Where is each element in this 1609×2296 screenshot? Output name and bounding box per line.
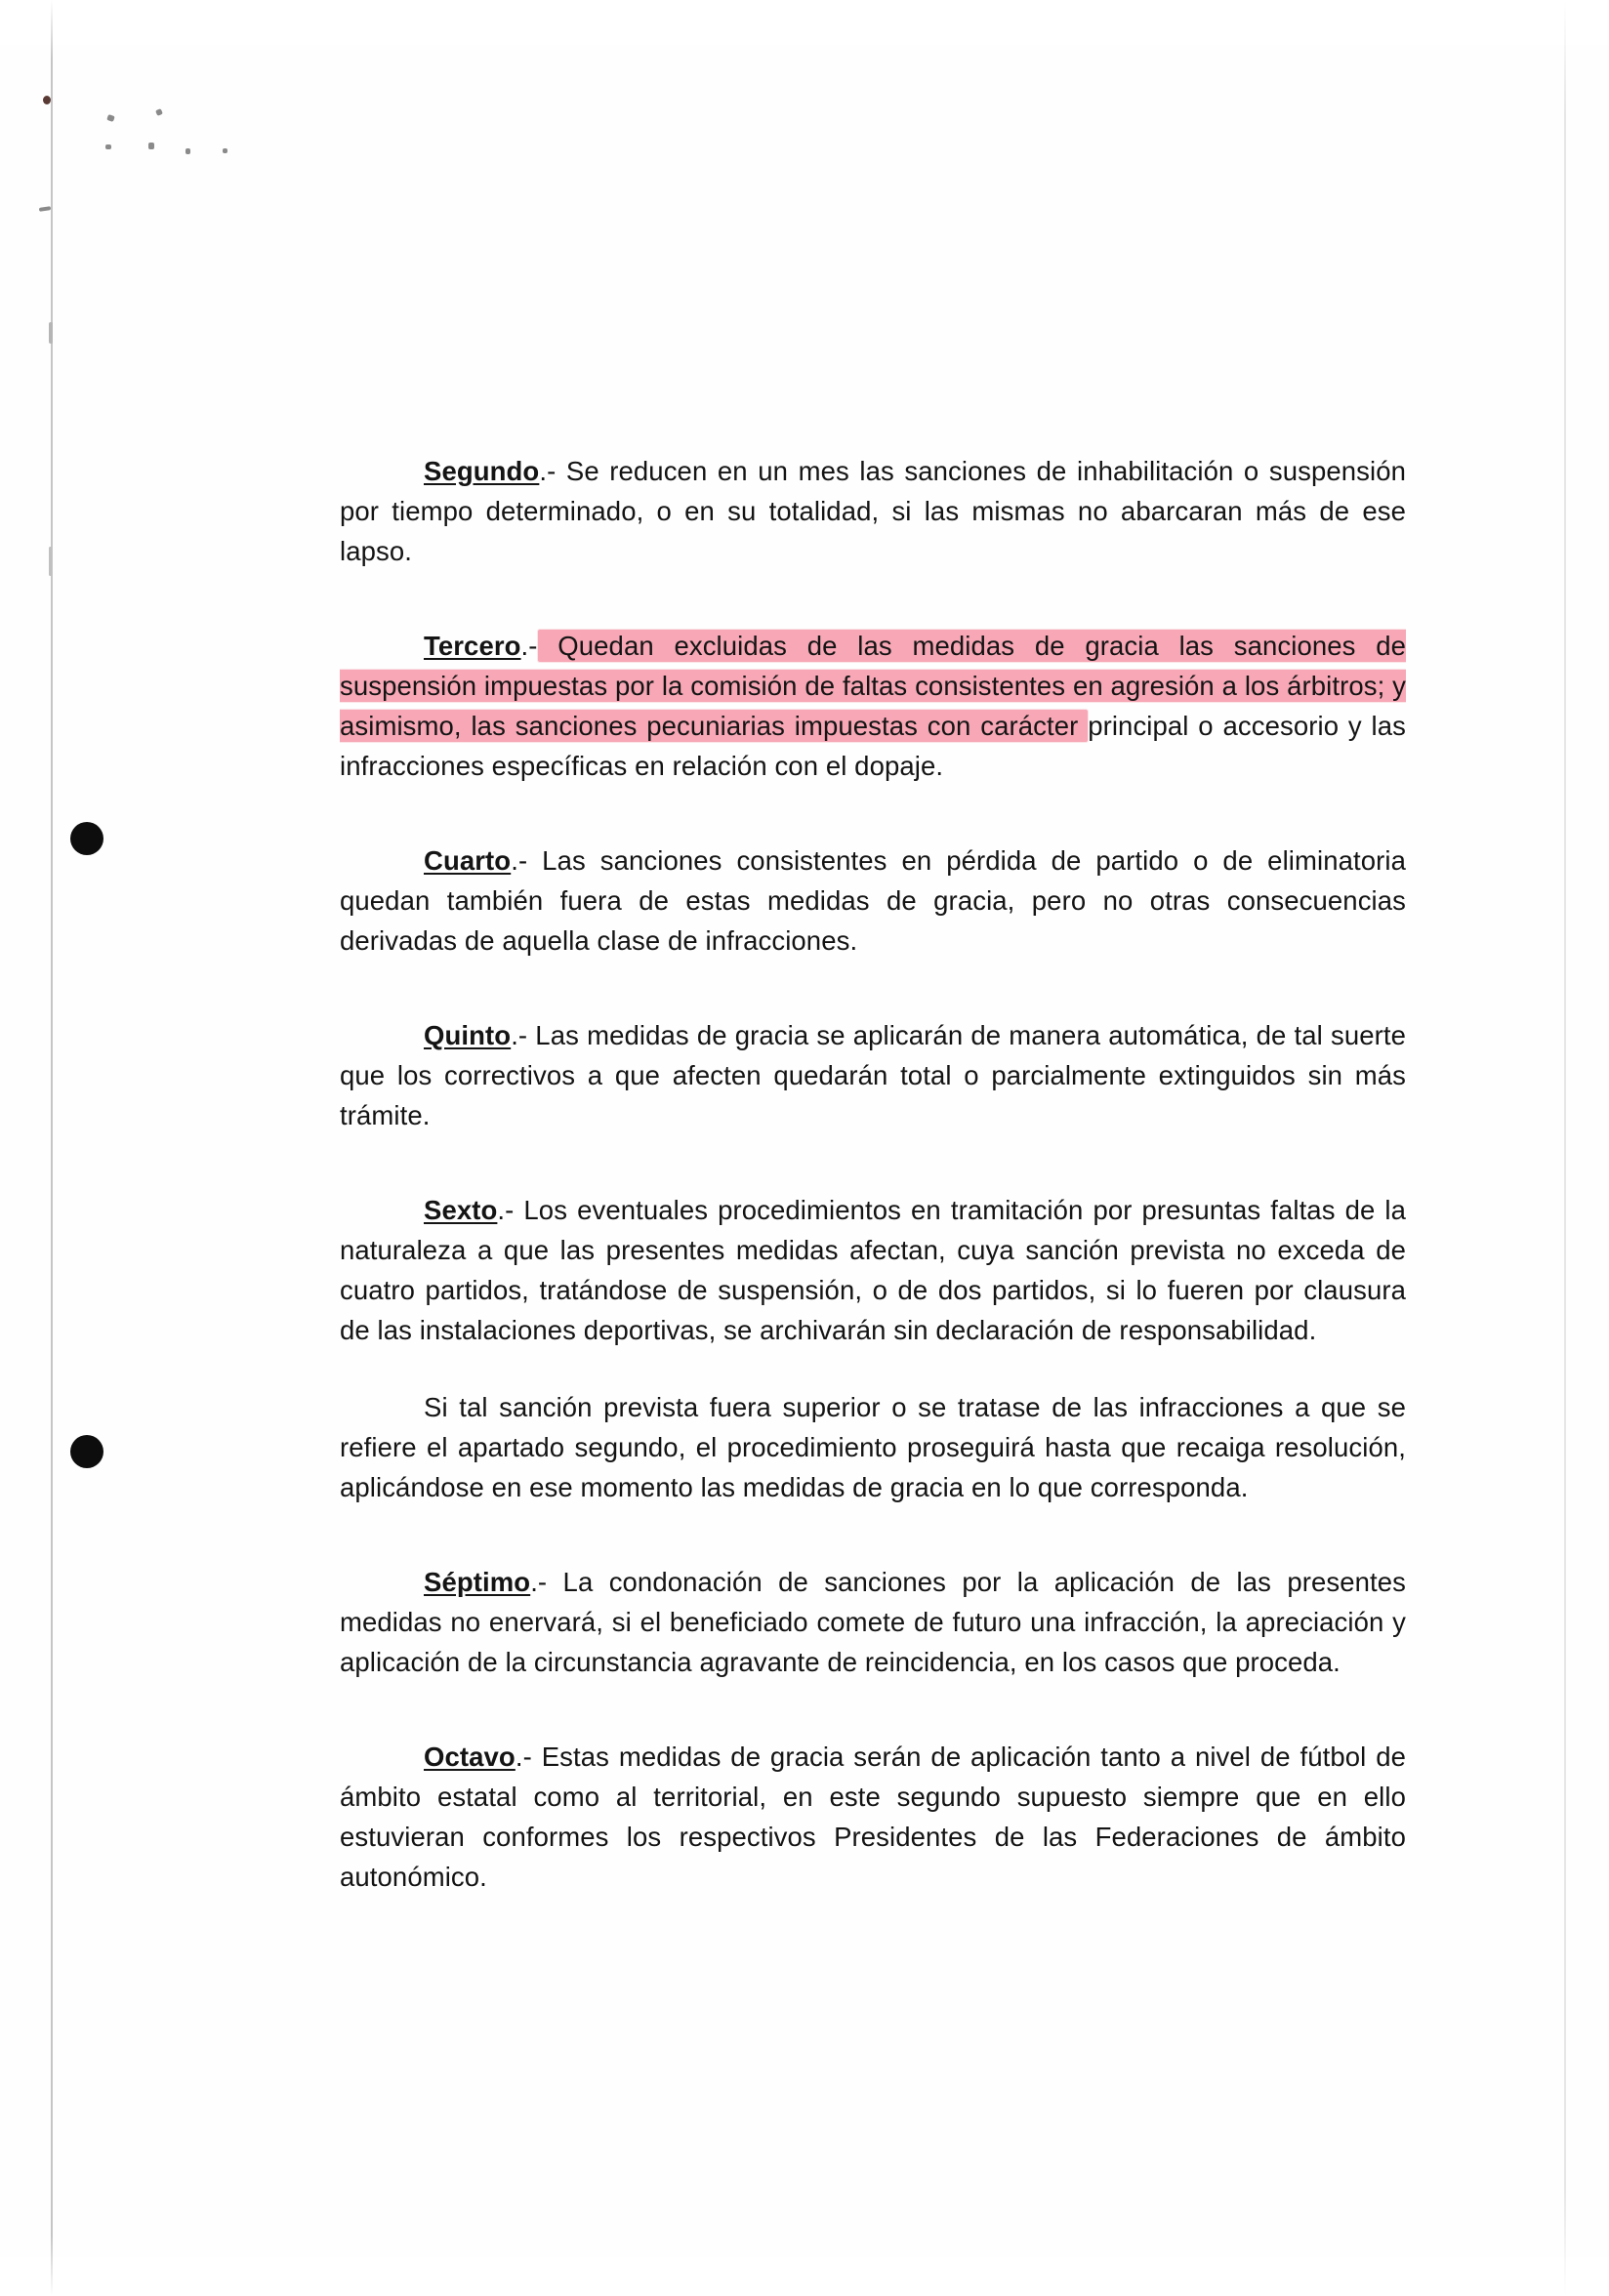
paragraph-quinto <box>340 1015 1406 1135</box>
paragraph-lead-septimo: Séptimo <box>424 1567 531 1597</box>
paragraph-lead-octavo: Octavo <box>424 1742 516 1772</box>
page-edge-right <box>1564 0 1566 2296</box>
paragraph-segundo <box>340 451 1406 571</box>
scan-speck <box>148 143 154 149</box>
punch-hole <box>70 1435 103 1468</box>
scan-speck <box>155 108 163 116</box>
paragraph-text-cuarto: Las sanciones consistentes en pérdida de partido o de eliminatoria quedan también fuera de estas medidas de gracia, pero no otras consecuencias derivadas de aquella clase de infracciones. <box>340 845 1406 956</box>
paragraph-lead-sexto: Sexto <box>424 1195 498 1225</box>
paragraph-cuarto <box>340 840 1406 961</box>
paragraph-separator: .- <box>511 845 528 876</box>
paragraph-text-sexto-continuacion: Si tal sanción prevista fuera superior o se tratase de las infracciones a que se refiere el apartado segundo, el procedimiento proseguirá hasta que recaiga resolución, aplicándose en ese momento las medidas de gracia en lo que corresponda. <box>340 1392 1406 1502</box>
paragraph-sexto-continuacion <box>340 1387 1406 1507</box>
paragraph-text-segundo: Se reducen en un mes las sanciones de inhabilitación o suspensión por tiempo determinado, o en su totalidad, si las mismas no abarcaran más de ese lapso. <box>340 456 1406 566</box>
paragraph-separator: .- <box>530 1567 548 1597</box>
paragraph-separator: .- <box>539 456 557 486</box>
punch-hole <box>70 822 103 855</box>
paragraph-separator: .- <box>520 631 538 661</box>
scan-speck <box>43 96 51 104</box>
paragraph-separator: .- <box>511 1020 528 1050</box>
scan-speck <box>106 114 115 122</box>
scan-speck <box>49 547 52 576</box>
paragraph-lead-quinto: Quinto <box>424 1020 512 1050</box>
paragraph-text-quinto: Las medidas de gracia se aplicarán de manera automática, de tal suerte que los correctivos a que afecten quedarán total o parcialmente extinguidos sin más trámite. <box>340 1020 1406 1130</box>
scan-speck <box>105 144 111 149</box>
scan-speck <box>223 148 227 153</box>
paragraph-lead-tercero: Tercero <box>424 631 521 661</box>
paragraph-text-tercero-tail: principal o accesorio y las infracciones específicas en relación con el dopaje. <box>340 711 1406 781</box>
paragraph-lead-segundo: Segundo <box>424 456 540 486</box>
paragraph-text-septimo: La condonación de sanciones por la aplicación de las presentes medidas no enervará, si el beneficiado comete de futuro una infracción, la apreciación y aplicación de la circunstancia agravante de reincidencia, en los casos que proceda. <box>340 1567 1406 1677</box>
paragraph-lead-cuarto: Cuarto <box>424 845 512 876</box>
paragraph-tercero <box>340 626 1406 786</box>
scan-speck <box>186 148 190 154</box>
paragraph-separator: .- <box>497 1195 515 1225</box>
paragraph-text-octavo: Estas medidas de gracia serán de aplicación tanto a nivel de fútbol de ámbito estatal como al territorial, en este segundo supuesto siempre que en ello estuvieran conformes los respectivos Presidentes de las Federaciones de ámbito autonómico. <box>340 1742 1406 1892</box>
paragraph-septimo <box>340 1562 1406 1682</box>
page-bottom-margin <box>0 2257 1609 2296</box>
page-edge-left <box>51 0 53 2296</box>
scan-speck <box>39 206 51 212</box>
document-body <box>340 451 1406 1897</box>
page-top-margin <box>0 0 1609 45</box>
paragraph-text-sexto: Los eventuales procedimientos en tramitación por presuntas faltas de la naturaleza a que las presentes medidas afectan, cuya sanción prevista no exceda de cuatro partidos, tratándose de suspensión, o de dos partidos, si lo fueren por clausura de las instalaciones deportivas, se archivarán sin declaración de responsabilidad. <box>340 1195 1406 1345</box>
paragraph-separator: .- <box>515 1742 532 1772</box>
paragraph-sexto <box>340 1190 1406 1350</box>
scan-speck <box>49 322 53 344</box>
paragraph-octavo <box>340 1737 1406 1897</box>
highlighted-text-tercero: Quedan excluidas de las medidas de gracia las sanciones de suspensión impuestas por la comisión de faltas consistentes en agresión a los árbitros; y asimismo, las sanciones pecuniarias impuestas con carácter <box>340 631 1406 741</box>
